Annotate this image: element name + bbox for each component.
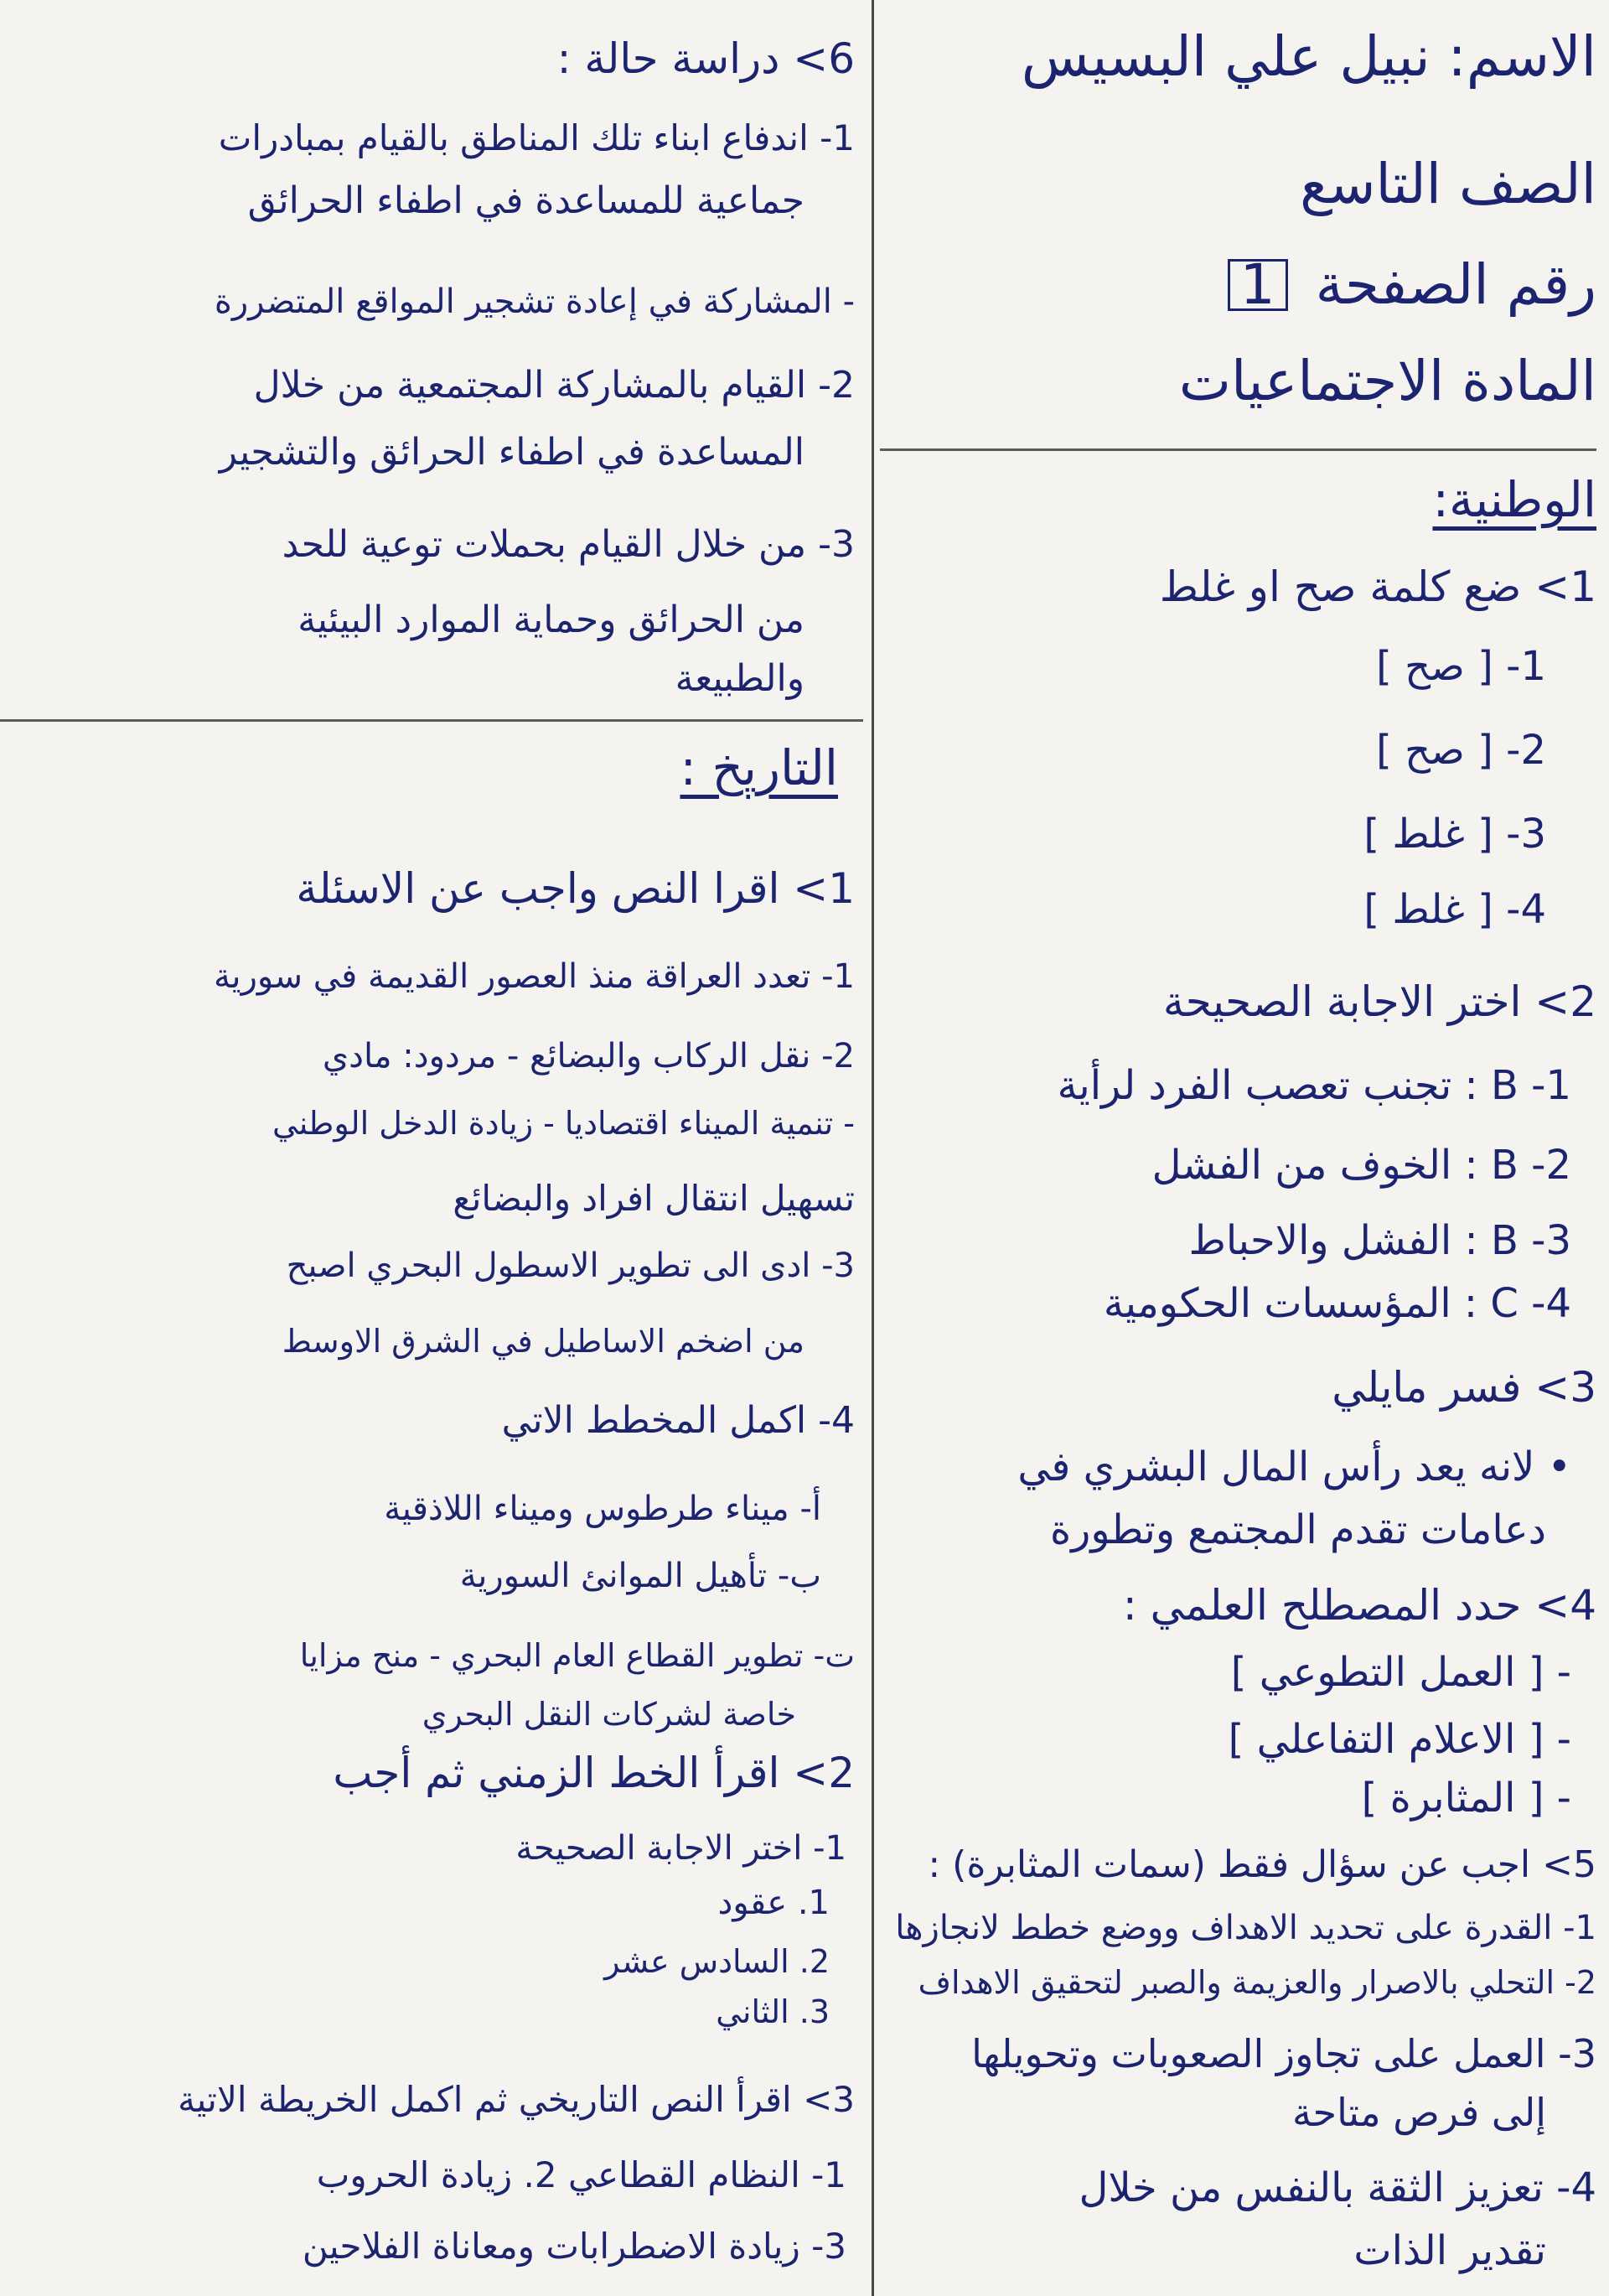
q1-answer: 3- [ غلط ] xyxy=(1363,811,1546,858)
q2-answer: 3- B : الفشل والاحباط xyxy=(1188,1217,1571,1264)
q1-answer: 1- [ صح ] xyxy=(1376,643,1546,690)
q2-answer: 1- B : تجنب تعصب الفرد لرأية xyxy=(1057,1062,1571,1109)
student-name: الاسم: نبيل علي البسيس xyxy=(1021,24,1596,89)
history-q3-line: 3- زيادة الاضطرابات ومعاناة الفلاحين xyxy=(302,2226,846,2267)
q3-line: دعامات تقدم المجتمع وتطورة xyxy=(1049,1506,1546,1553)
history-q1-line: 2- نقل الركاب والبضائع - مردود: مادي xyxy=(322,1037,855,1075)
history-q1-line: أ- ميناء طرطوس وميناء اللاذقية xyxy=(384,1490,821,1528)
q1-title: 1> ضع كلمة صح او غلط xyxy=(1159,562,1596,611)
case-study-line: المساعدة في اطفاء الحرائق والتشجير xyxy=(219,431,804,474)
q2-title: 2> اختر الاجابة الصحيحة xyxy=(1162,977,1596,1026)
history-q2-line: 2. السادس عشر xyxy=(604,1943,830,1980)
history-q2-title: 2> اقرأ الخط الزمني ثم أجب xyxy=(333,1749,855,1797)
student-grade: الصف التاسع xyxy=(1300,152,1596,216)
history-q1-line: تسهيل انتقال افراد والبضائع xyxy=(453,1178,855,1219)
section-title-wataniya: الوطنية: xyxy=(1432,471,1596,528)
q3-title: 3> فسر مايلي xyxy=(1332,1363,1596,1412)
case-study-line: 3- من خلال القيام بحملات توعية للحد xyxy=(282,523,855,566)
q5-line: تقدير الذات xyxy=(1353,2227,1546,2274)
case-study-line: - المشاركة في إعادة تشجير المواقع المتضررة xyxy=(214,282,855,321)
page-number-label: رقم الصفحة xyxy=(1315,252,1596,317)
q5-line: 4- تعزيز الثقة بالنفس من خلال xyxy=(1079,2164,1596,2211)
history-q2-line: 1- اختر الاجابة الصحيحة xyxy=(515,1829,846,1868)
header-divider xyxy=(880,448,1596,451)
case-study-line: والطبيعة xyxy=(675,657,804,700)
history-q1-line: ب- تأهيل الموانئ السورية xyxy=(459,1557,821,1595)
history-q1-line: خاصة لشركات النقل البحري xyxy=(422,1696,796,1733)
history-q1-line: ت- تطوير القطاع العام البحري - منح مزايا xyxy=(299,1637,855,1674)
q4-title: 4> حدد المصطلح العلمي : xyxy=(1122,1581,1596,1630)
subject: المادة الاجتماعيات xyxy=(1178,349,1596,413)
case-study-line: 2- القيام بالمشاركة المجتمعية من خلال xyxy=(253,364,855,407)
history-q1-line: - تنمية الميناء اقتصاديا - زيادة الدخل الوطني xyxy=(272,1105,855,1142)
q1-answer: 4- [ غلط ] xyxy=(1363,886,1546,933)
section-title-history: التاريخ : xyxy=(680,739,838,796)
case-study-title: 6> دراسة حالة : xyxy=(556,34,855,83)
case-study-line: من الحرائق وحماية الموارد البيئية xyxy=(297,599,804,641)
case-study-line: جماعية للمساعدة في اطفاء الحرائق xyxy=(247,179,804,222)
q1-answer: 2- [ صح ] xyxy=(1376,727,1546,774)
history-q1-line: من اضخم الاساطيل في الشرق الاوسط xyxy=(282,1323,804,1360)
page-number-row xyxy=(880,251,1596,319)
page-number-box: 1 xyxy=(1228,259,1288,311)
q5-line: 1- القدرة على تحديد الاهداف ووضع خطط لانجازها xyxy=(895,1909,1596,1947)
history-q2-line: 1. عقود xyxy=(717,1884,830,1922)
q4-answer: - [ المثابرة ] xyxy=(1361,1775,1571,1822)
q5-line: 2- التحلي بالاصرار والعزيمة والصبر لتحقيق الاهداف xyxy=(918,1964,1596,2001)
history-q1-title: 1> اقرا النص واجب عن الاسئلة xyxy=(296,864,855,913)
q4-answer: - [ الاعلام التفاعلي ] xyxy=(1228,1716,1571,1763)
history-q2-line: 3. الثاني xyxy=(716,1993,830,2030)
q5-line: إلى فرص متاحة xyxy=(1292,2090,1546,2135)
column-divider xyxy=(872,0,874,2296)
case-study-line: 1- اندفاع ابناء تلك المناطق بالقيام بمبادرات xyxy=(218,117,855,158)
history-q1-line: 1- تعدد العراقة منذ العصور القديمة في سورية xyxy=(213,957,855,996)
section-divider xyxy=(0,719,863,722)
history-q1-line: 3- ادى الى تطوير الاسطول البحري اصبح xyxy=(286,1246,855,1285)
q4-answer: - [ العمل التطوعي ] xyxy=(1230,1649,1571,1696)
right-column xyxy=(880,0,1596,2296)
history-q3-line: 1- النظام القطاعي 2. زيادة الحروب xyxy=(316,2154,846,2195)
q5-title: 5> اجب عن سؤال فقط (سمات المثابرة) : xyxy=(928,1843,1596,1886)
q2-answer: 2- B : الخوف من الفشل xyxy=(1151,1142,1571,1189)
q3-line: • لانه يعد رأس المال البشري في xyxy=(1017,1443,1571,1490)
q5-line: 3- العمل على تجاوز الصعوبات وتحويلها xyxy=(971,2031,1596,2076)
q2-answer: 4- C : المؤسسات الحكومية xyxy=(1103,1280,1571,1327)
history-q3-title: 3> اقرأ النص التاريخي ثم اكمل الخريطة الاتية xyxy=(178,2079,855,2120)
history-q1-line: 4- اكمل المخطط الاتي xyxy=(501,1399,855,1442)
